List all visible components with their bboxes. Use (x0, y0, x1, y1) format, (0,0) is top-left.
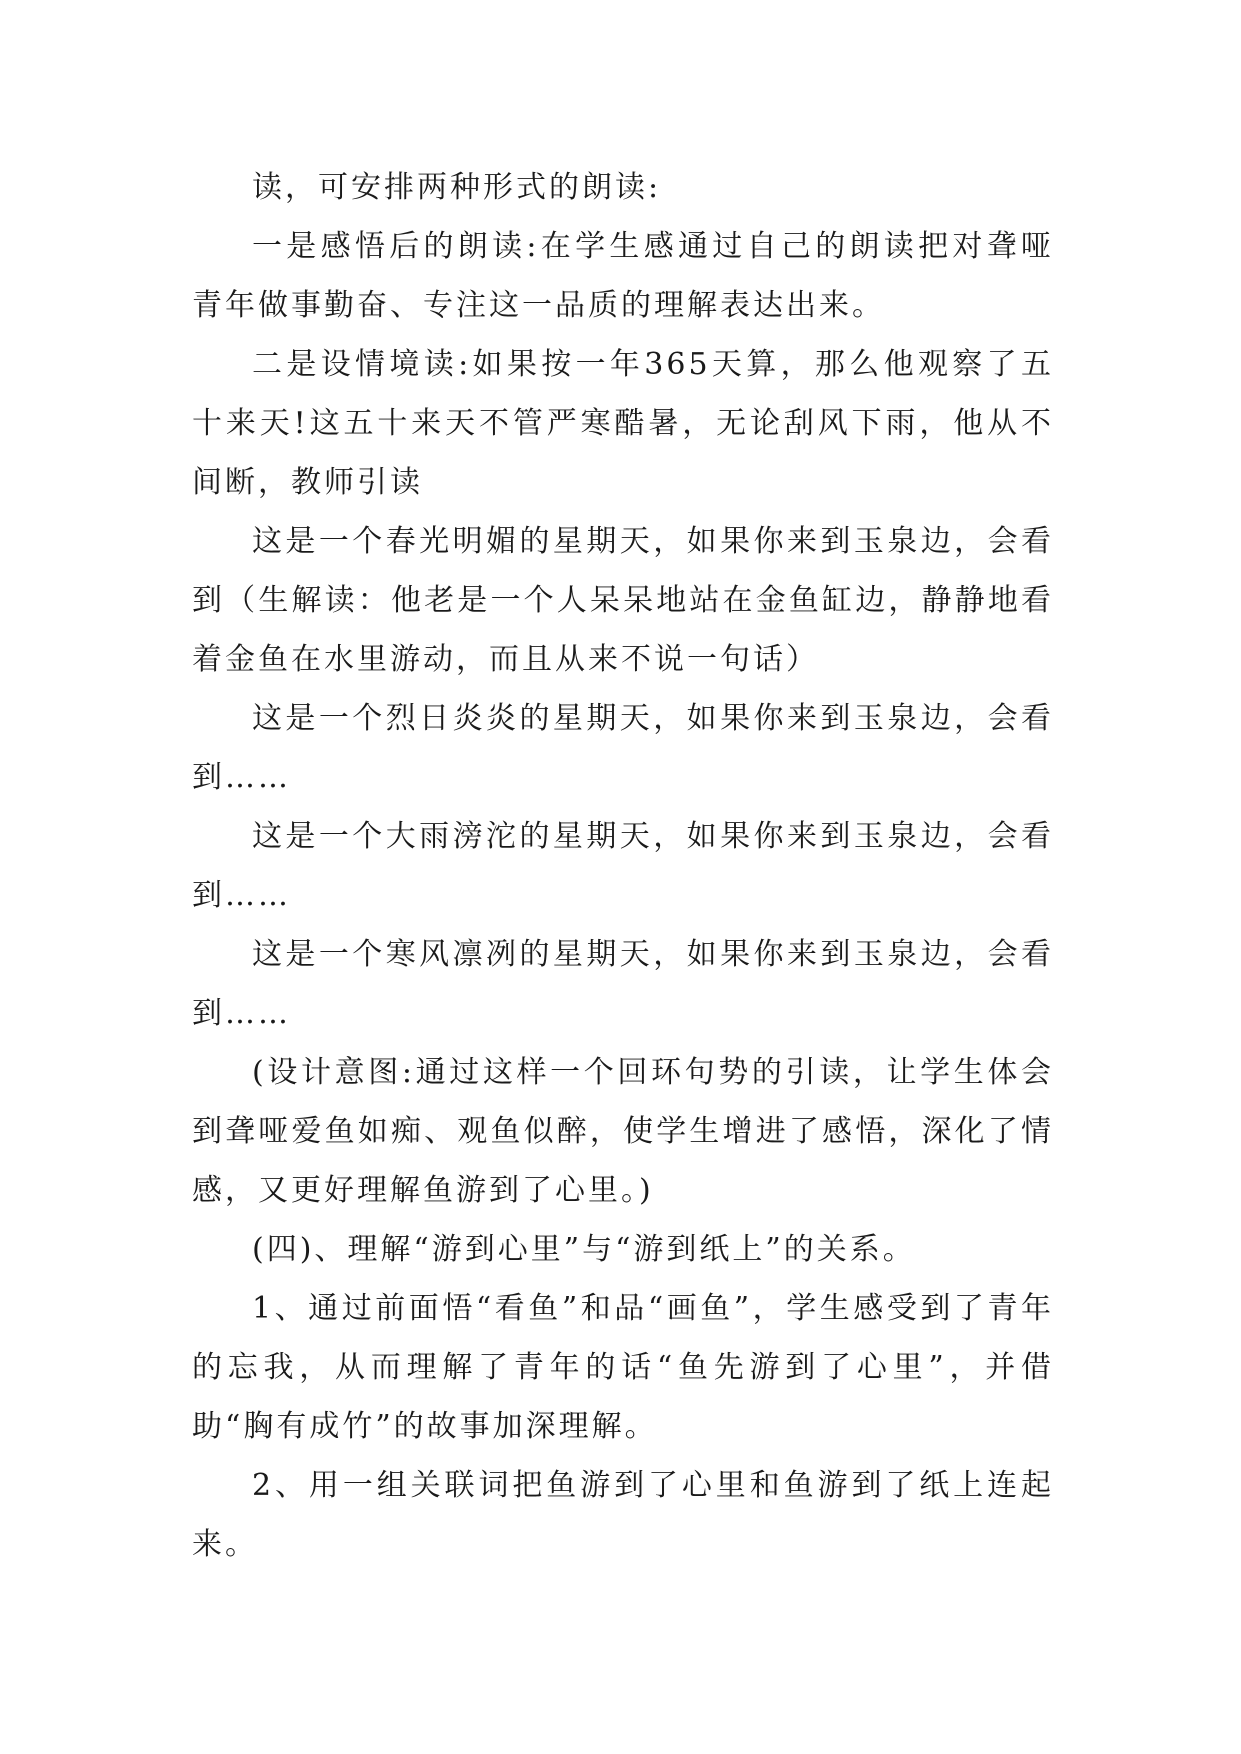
paragraph-first-form: 一是感悟后的朗读:在学生感通过自己的朗读把对聋哑青年做事勤奋、专注这一品质的理解表达出来。 (192, 229, 1054, 323)
paragraph-reading-forms: 读，可安排两种形式的朗读: (252, 170, 662, 205)
document-body (192, 158, 1054, 1574)
paragraph-second-form: 二是设情境读:如果按一年365天算，那么他观察了五十来天!这五十来天不管严寒酷暑，无论刮风下雨，他从不间断，教师引读 (192, 347, 1054, 500)
paragraph-point-one: 1、通过前面悟“看鱼”和品“画鱼”，学生感受到了青年的忘我，从而理解了青年的话“鱼先游到了心里”，并借助“胸有成竹”的故事加深理解。 (192, 1291, 1054, 1444)
paragraph-point-two: 2、用一组关联词把鱼游到了心里和鱼游到了纸上连起来。 (192, 1468, 1054, 1562)
paragraph-hot-sunday: 这是一个烈日炎炎的星期天，如果你来到玉泉边，会看到…… (192, 701, 1054, 795)
paragraph-cold-sunday: 这是一个寒风凛冽的星期天，如果你来到玉泉边，会看到…… (192, 937, 1054, 1031)
paragraph-spring-sunday: 这是一个春光明媚的星期天，如果你来到玉泉边，会看到（生解读：他老是一个人呆呆地站在金鱼缸边，静静地看着金鱼在水里游动，而且从来不说一句话） (192, 524, 1054, 677)
section-heading-four: (四)、理解“游到心里”与“游到纸上”的关系。 (252, 1232, 916, 1267)
paragraph-rainy-sunday: 这是一个大雨滂沱的星期天，如果你来到玉泉边，会看到…… (192, 819, 1054, 913)
paragraph-design-intent: (设计意图:通过这样一个回环句势的引读，让学生体会到聋哑爱鱼如痴、观鱼似醉，使学生增进了感悟，深化了情感，又更好理解鱼游到了心里。) (192, 1055, 1054, 1208)
